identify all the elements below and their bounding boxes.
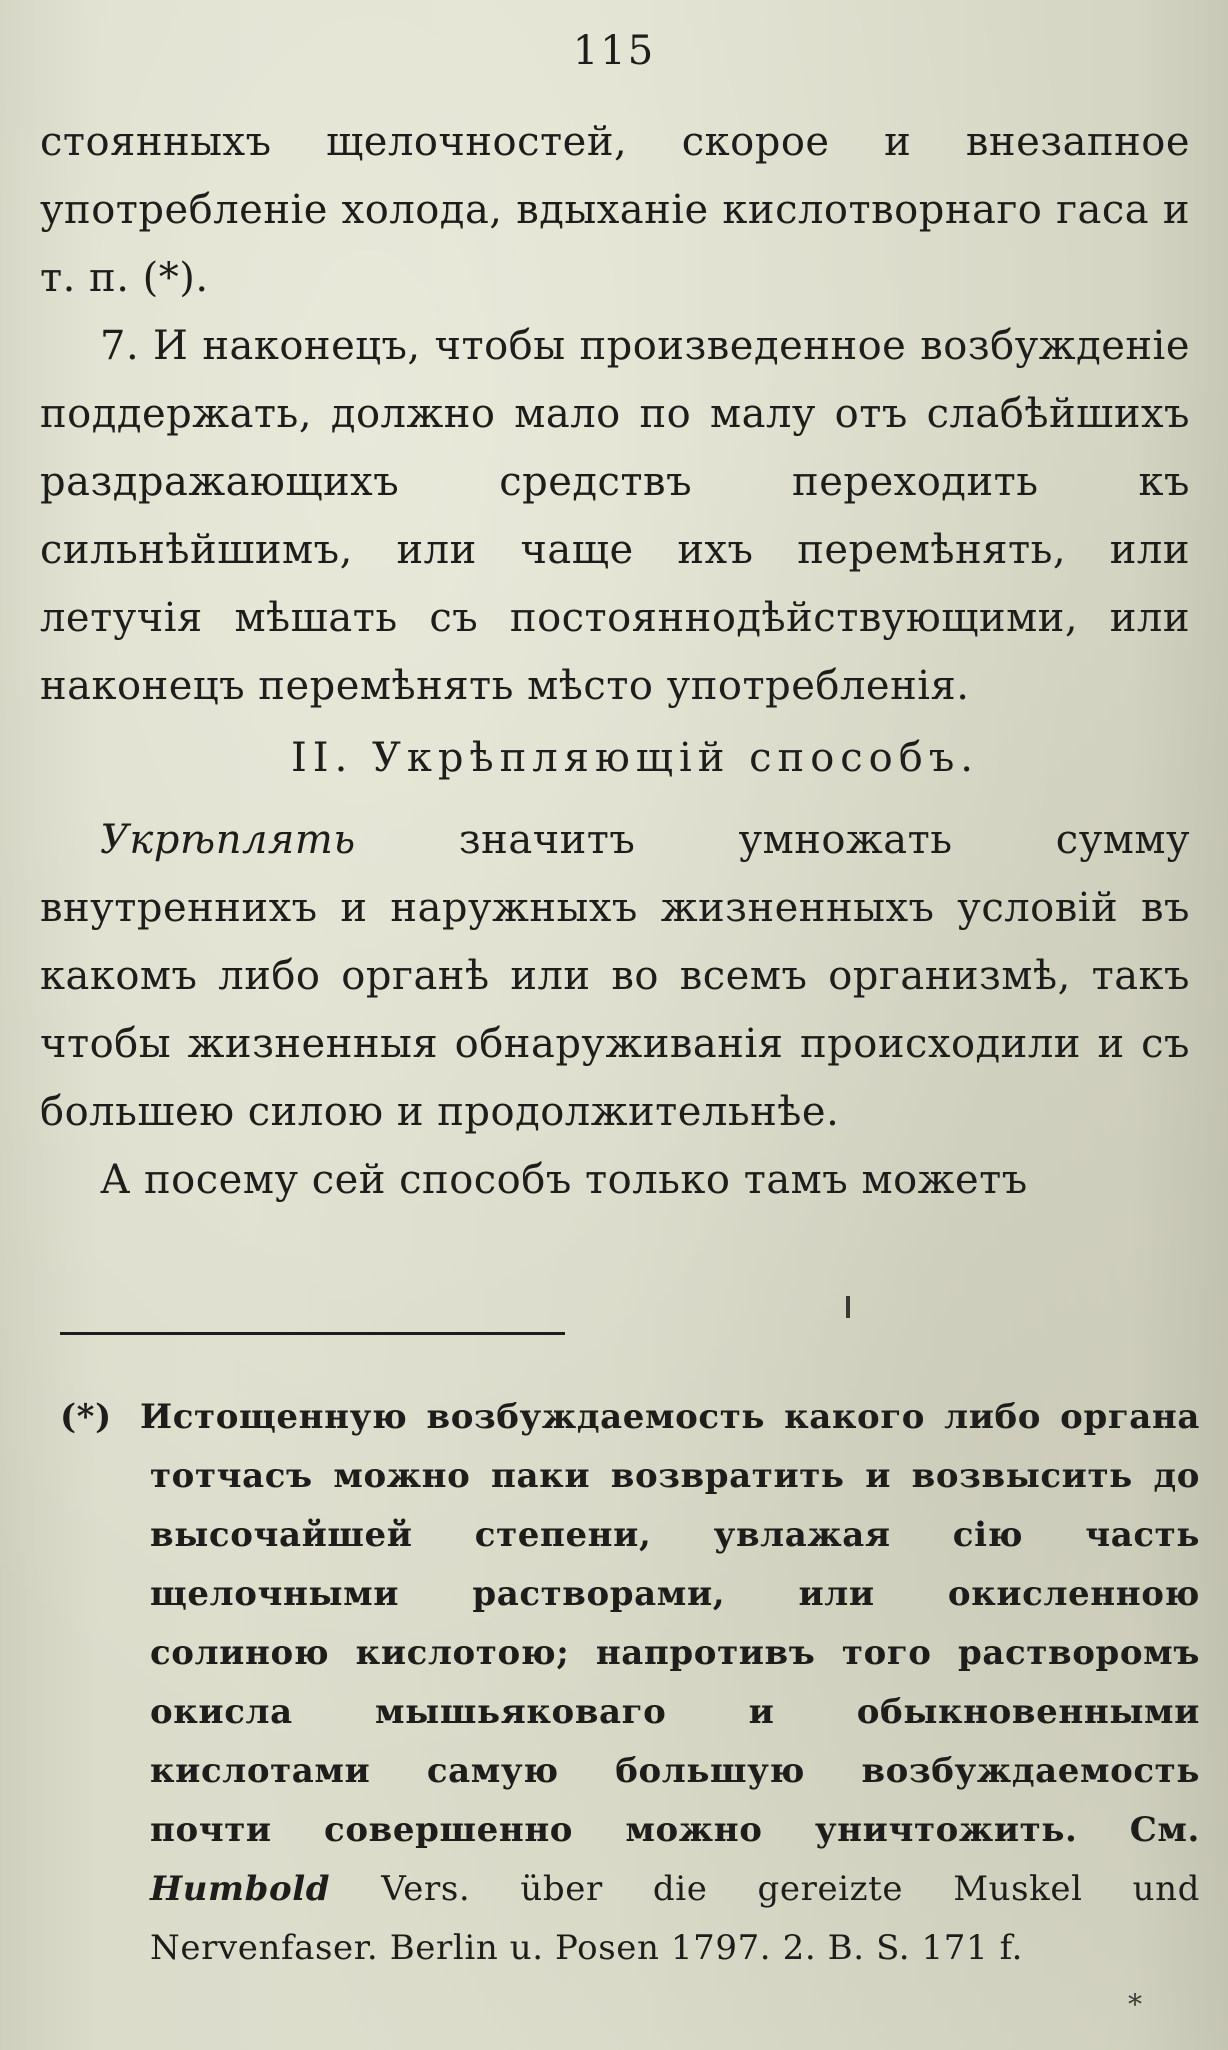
closing-line: А посему сей способъ только тамъ можетъ	[100, 1157, 1028, 1203]
definition-term: Укрѣплять	[100, 817, 356, 863]
footnote-reference: Vers. über die gereizte Muskel und Nervenfaser. Berlin u. Posen 1797. 2. B. S. 171 f.	[150, 1869, 1200, 1968]
bottom-mark: *	[1128, 1988, 1142, 2021]
page-number: 115	[572, 28, 656, 74]
footnote-author: Humbold	[150, 1869, 331, 1909]
main-text	[40, 108, 1190, 1214]
definition-paragraph	[40, 806, 1190, 1146]
footnote-paragraph	[60, 1388, 1200, 1978]
footnote-divider	[60, 1332, 565, 1335]
footnote-text: Истощенную возбуждаемость какого либо органа тотчасъ можно паки возвратить и возвысить до высочайшей степени, увлажая сію часть щелочными растворами, или окисленною солиною кислотою; напротивъ того растворомъ окисла мышьяковаго и обыкновенными кислотами самую большую возбуждаемость почти совершенно можно уничтожить. См.	[140, 1397, 1200, 1850]
section-heading: II. Укрѣпляющій способъ.	[290, 735, 980, 781]
footnote-marker: (*)	[60, 1397, 112, 1437]
paragraph-7: 7. И наконецъ, чтобы произведенное возбужденіе поддержать, должно мало по малу отъ слабѣйшихъ раздражающихъ средствъ переходить къ сильнѣйшимъ, или чаще ихъ перемѣнять, или летучія мѣшать съ постояннодѣйствующими, или наконецъ перемѣнять мѣсто употребленія.	[40, 323, 1190, 709]
definition-text: значитъ умножать сумму внутреннихъ и наружныхъ жизненныхъ условій въ какомъ либо органѣ или во всемъ организмѣ, такъ чтобы жизненныя обнаруживанія происходили и съ большею силою и продолжительнѣе.	[40, 817, 1190, 1135]
paragraph-continuation: стоянныхъ щелочностей, скорое и внезапное употребленіе холода, вдыханіе кислотворнаго гаса и т. п. (*).	[40, 119, 1190, 301]
footnote	[60, 1388, 1200, 1978]
ink-mark	[846, 1296, 850, 1318]
